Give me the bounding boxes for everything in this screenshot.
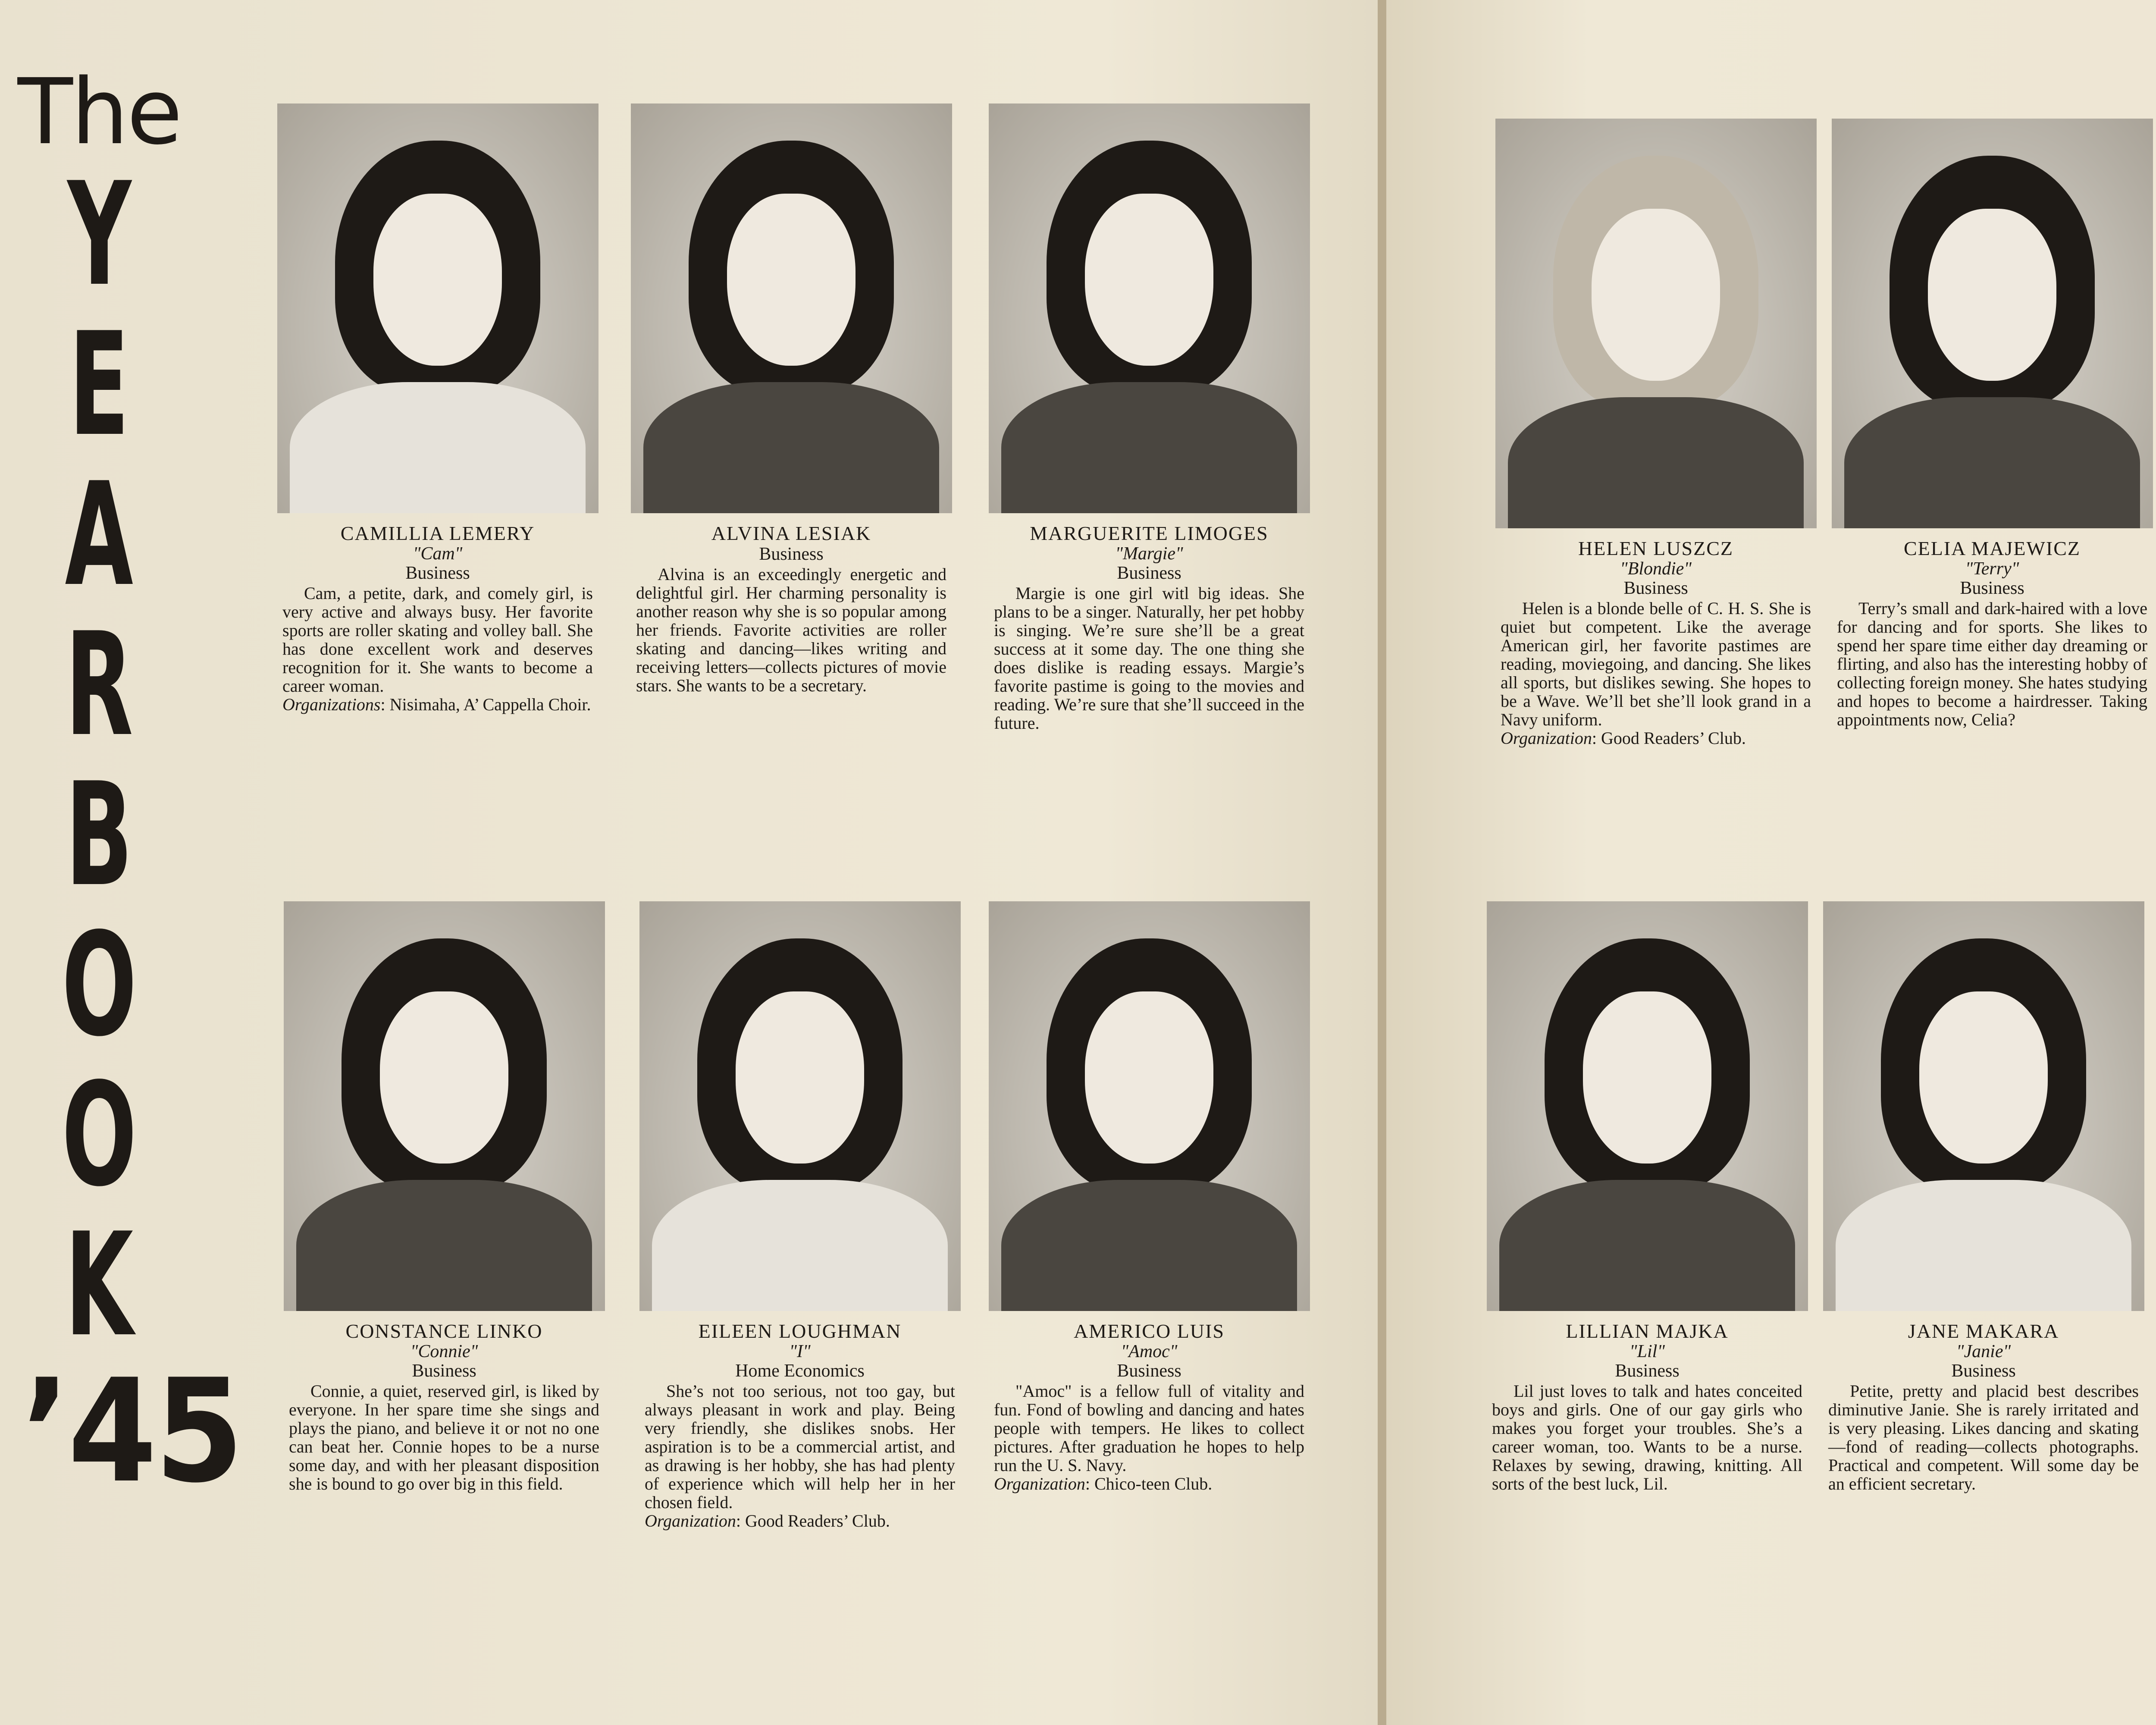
book-gutter <box>1378 0 1386 1725</box>
student-portrait <box>284 901 605 1311</box>
student-nickname: "Lil" <box>1630 1342 1665 1361</box>
org-value: : Good Readers’ Club. <box>1592 728 1746 748</box>
title-letter: B <box>66 752 133 918</box>
student-description: Terry’s small and dark-haired with a love for dancing and for sports. She likes to spend her spare time either day dreaming or flirting, and also has the interesting hobby of collecting foreign money. She hates studying and hopes to become a hairdresser. Taking appointments now, Celia? <box>1837 599 2147 729</box>
title-the: The <box>17 59 181 165</box>
student-name: AMERICO LUIS <box>1074 1320 1225 1342</box>
student-description: Cam, a petite, dark, and comely girl, is very active and always busy. Her favorite sports are roller skating and volley ball. She has done excellent work and deserves recognition for it. She wants to become a career woman. <box>282 583 593 696</box>
student-entry <box>1828 119 2156 729</box>
student-course: Business <box>759 544 824 564</box>
title-letter: R <box>65 602 133 768</box>
student-portrait <box>1823 901 2144 1311</box>
org-label: Organizations <box>282 695 381 714</box>
org-value: : Nisimaha, A’ Cappella Choir. <box>380 695 591 714</box>
student-nickname: "Connie" <box>410 1342 478 1361</box>
student-name: CELIA MAJEWICZ <box>1903 537 2081 559</box>
student-description: Helen is a blonde belle of C. H. S. She is quiet but competent. Like the average American girl, her favorite pastimes are reading, moviegoing, and dancing. She likes all sports, but dislikes sewing. She hopes to be a Wave. We’ll bet she’ll look grand in a Navy uniform. <box>1501 599 1811 729</box>
student-portrait <box>1495 119 1817 528</box>
student-nickname: "I" <box>789 1342 811 1361</box>
student-description: Lil just loves to talk and hates conceited boys and girls. One of our gay girls who makes you forget your troubles. She’s a career woman, too. Wants to be a nurse. Relaxes by sewing, drawing, knitting. All sorts of the best luck, Lil. <box>1492 1381 1802 1493</box>
student-entry <box>1820 901 2147 1493</box>
student-course: Business <box>1951 1361 2016 1381</box>
org-label: Organization <box>1501 728 1592 748</box>
student-name: ALVINA LESIAK <box>711 522 871 544</box>
student-entry <box>985 901 1313 1493</box>
student-entry <box>636 901 964 1530</box>
student-portrait <box>989 901 1310 1311</box>
student-nickname: "Amoc" <box>1121 1342 1178 1361</box>
student-description: "Amoc" is a fellow full of vitality and fun. Fond of bowling and dancing and hates people with tempers. He likes to collect pictures. After graduation he hopes to help run the U. S. Navy. <box>994 1381 1304 1475</box>
student-name: CONSTANCE LINKO <box>345 1320 543 1342</box>
student-entry <box>280 901 608 1493</box>
title-letter: K <box>65 1202 134 1368</box>
student-description: Connie, a quiet, reserved girl, is liked by everyone. In her spare time she sings and plays the piano, and believe it or not no one can beat her. Connie hopes to be a nurse some day, and with her pleasant disposition she is bound to go over big in this field. <box>289 1381 599 1493</box>
student-description: Petite, pretty and placid best describes diminutive Janie. She is rarely irritated and is very pleasing. Likes dancing and skating—fond of reading—collects photographs. Practical and competent. Will some day be an efficient secretary. <box>1828 1381 2139 1493</box>
student-entry <box>274 104 602 714</box>
student-name: MARGUERITE LIMOGES <box>1030 522 1269 544</box>
student-organizations <box>645 1512 955 1530</box>
student-organizations <box>1501 729 1811 747</box>
student-course: Business <box>412 1361 476 1381</box>
student-nickname: "Blondie" <box>1620 559 1692 579</box>
student-course: Business <box>1615 1361 1680 1381</box>
title-letter: E <box>69 302 129 467</box>
org-value: : Chico-teen Club. <box>1085 1474 1213 1493</box>
student-portrait <box>1487 901 1808 1311</box>
title-letter: Y <box>67 152 132 317</box>
student-course: Business <box>1623 578 1688 598</box>
student-name: JANE MAKARA <box>1908 1320 2059 1342</box>
student-portrait <box>277 104 599 513</box>
student-course: Business <box>1117 563 1181 583</box>
student-portrait <box>989 104 1310 513</box>
student-name: EILEEN LOUGHMAN <box>698 1320 902 1342</box>
student-entry <box>627 104 955 695</box>
student-entry <box>985 104 1313 732</box>
student-course: Business <box>405 563 470 583</box>
title-year: ’45 <box>22 1349 241 1514</box>
org-value: : Good Readers’ Club. <box>736 1511 890 1531</box>
student-name: LILLIAN MAJKA <box>1566 1320 1729 1342</box>
student-organizations <box>282 695 593 714</box>
student-portrait <box>1832 119 2153 528</box>
student-nickname: "Cam" <box>413 544 463 564</box>
student-name: HELEN LUSZCZ <box>1578 537 1733 559</box>
student-name: CAMILLIA LEMERY <box>340 522 535 544</box>
student-course: Business <box>1117 1361 1181 1381</box>
title-letter: A <box>65 452 134 618</box>
student-organizations <box>994 1474 1304 1493</box>
student-portrait <box>631 104 952 513</box>
org-label: Organization <box>645 1511 736 1531</box>
student-entry <box>1492 119 1820 747</box>
org-label: Organization <box>994 1474 1085 1493</box>
student-description: She’s not too serious, not too gay, but always pleasant in work and play. Being very friendly, she dislikes snobs. Her aspiration is to be a commercial artist, and as drawing is her hobby, she has had plenty of experience which will help her in her chosen field. <box>645 1381 955 1512</box>
student-nickname: "Terry" <box>1965 559 2019 579</box>
student-description: Margie is one girl witl big ideas. She plans to be a singer. Naturally, her pet hobby is singing. We’re sure she’ll be a great success at it some day. The one thing she does dislike is reading essays. Margie’s favorite pastime is going to the movies and reading. We’re sure that she’ll succeed in the future. <box>994 583 1304 733</box>
student-portrait <box>639 901 961 1311</box>
student-course: Home Economics <box>735 1361 865 1381</box>
student-nickname: "Janie" <box>1956 1342 2011 1361</box>
right-page <box>1386 0 2156 1725</box>
student-description: Alvina is an exceedingly energetic and delightful girl. Her charming personality is another reason why she is so popular among her friends. Favorite activities are roller skating and dancing—likes writing and receiving letters—collects pictures of movie stars. She wants to be a secretary. <box>636 565 946 695</box>
student-course: Business <box>1960 578 2024 598</box>
student-entry <box>1483 901 1811 1493</box>
title-letter: O <box>62 1052 137 1218</box>
yearbook-side-title-left <box>13 59 241 1639</box>
title-letter: O <box>62 902 137 1068</box>
student-nickname: "Margie" <box>1115 544 1183 564</box>
